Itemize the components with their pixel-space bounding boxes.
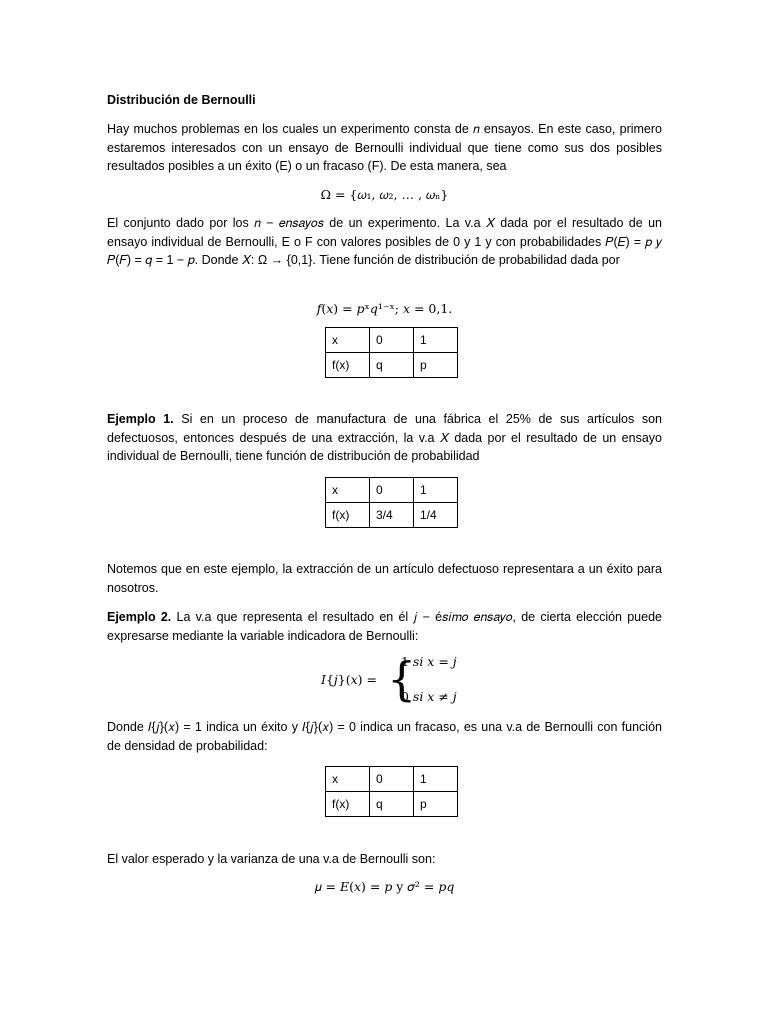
table-cell: q: [370, 792, 414, 817]
example-1-label: Ejemplo 1.: [107, 412, 174, 426]
example-2-text: La v.a que representa el resultado en él 𝑗 − é𝑠𝑖𝑚𝑜 𝑒𝑛𝑠𝑎𝑦𝑜, de cierta elección puede expresarse mediante la variable indicadora de Bernoulli:: [107, 610, 662, 643]
table-cell: x: [326, 767, 370, 792]
table-row: [326, 767, 458, 792]
table-cell: 0: [370, 478, 414, 503]
example-1-text: Si en un proceso de manufactura de una fábrica el 25% de sus artículos son defectuosos, entonces después de una extracción, la v.a 𝑋 dada por el resultado de un ensayo individual de Bernoulli, tiene función de distribución de probabilidad: [107, 412, 662, 463]
moments-paragraph: El valor esperado y la varianza de una v.a de Bernoulli son:: [107, 852, 436, 866]
left-brace: {: [387, 652, 417, 706]
table-cell: q: [370, 353, 414, 378]
table-row: [326, 478, 458, 503]
table-cell: f(x): [326, 503, 370, 528]
table-cell: p: [414, 792, 458, 817]
table-cell: 0: [370, 328, 414, 353]
table-cell: f(x): [326, 353, 370, 378]
note-paragraph: Notemos que en este ejemplo, la extracción de un artículo defectuoso representara a un éxito para nosotros.: [107, 562, 662, 595]
section-title: Distribución de Bernoulli: [107, 93, 256, 107]
table-row: [326, 353, 458, 378]
table-row: [326, 792, 458, 817]
example-2-paragraph: [107, 608, 662, 645]
table-cell: 1: [414, 328, 458, 353]
pmf-table-2: [325, 477, 458, 528]
indicator-case-2: 0 𝑠𝑖 𝑥 ≠ 𝑗: [401, 689, 457, 704]
table-cell: x: [326, 478, 370, 503]
indicator-case-1: 1 𝑠𝑖 𝑥 = 𝑗: [401, 654, 457, 669]
table-cell: x: [326, 328, 370, 353]
table-row: [326, 503, 458, 528]
table-cell: f(x): [326, 792, 370, 817]
table-cell: 1: [414, 478, 458, 503]
pmf-table-3: [325, 766, 458, 817]
table-row: [326, 328, 458, 353]
indicator-lhs: 𝐼{𝑗}(𝑥) =: [321, 672, 377, 687]
example-1-paragraph: [107, 410, 662, 466]
moments-equation: 𝜇 = 𝐸(𝑥) = 𝑝 y 𝜎² = 𝑝𝑞: [314, 879, 455, 894]
table-cell: p: [414, 353, 458, 378]
indicator-equation: [321, 654, 481, 708]
pmf-equation: 𝑓(𝑥) = 𝑝ˣ𝑞¹⁻ˣ; 𝑥 = 0,1.: [316, 301, 453, 316]
example-2-label: Ejemplo 2.: [107, 610, 172, 624]
definition-paragraph: El conjunto dado por los 𝑛 − 𝑒𝑛𝑠𝑎𝑦𝑜𝑠 de un experimento. La v.a 𝑋 dada por el resultado de un ensayo individual de Bernoulli, E o F con valores posibles de 0 y 1 y con probabilidades 𝑃(𝐸) = 𝑝 𝑦 𝑃(𝐹) = 𝑞 = 1 − 𝑝. Donde 𝑋: Ω → {0,1}. Tiene función de distribución de probabilidad dada por: [107, 216, 662, 267]
table-cell: 0: [370, 767, 414, 792]
table-cell: 3/4: [370, 503, 414, 528]
table-cell: 1: [414, 767, 458, 792]
intro-paragraph: Hay muchos problemas en los cuales un experimento consta de 𝑛 ensayos. En este caso, primero estaremos interesados con un ensayo de Bernoulli individual que tiene como sus dos posibles resultados posibles a un éxito (E) o un fracaso (F). De esta manera, sea: [107, 122, 662, 173]
omega-equation: Ω = {𝜔₁, 𝜔₂, … , 𝜔ₙ}: [320, 187, 449, 202]
table-cell: 1/4: [414, 503, 458, 528]
pmf-table-1: [325, 327, 458, 378]
indicator-paragraph: Donde 𝐼{𝑗}(𝑥) = 1 indica un éxito y 𝐼{𝑗}(𝑥) = 0 indica un fracaso, es una v.a de Bernoulli con función de densidad de probabilidad:: [107, 720, 662, 753]
